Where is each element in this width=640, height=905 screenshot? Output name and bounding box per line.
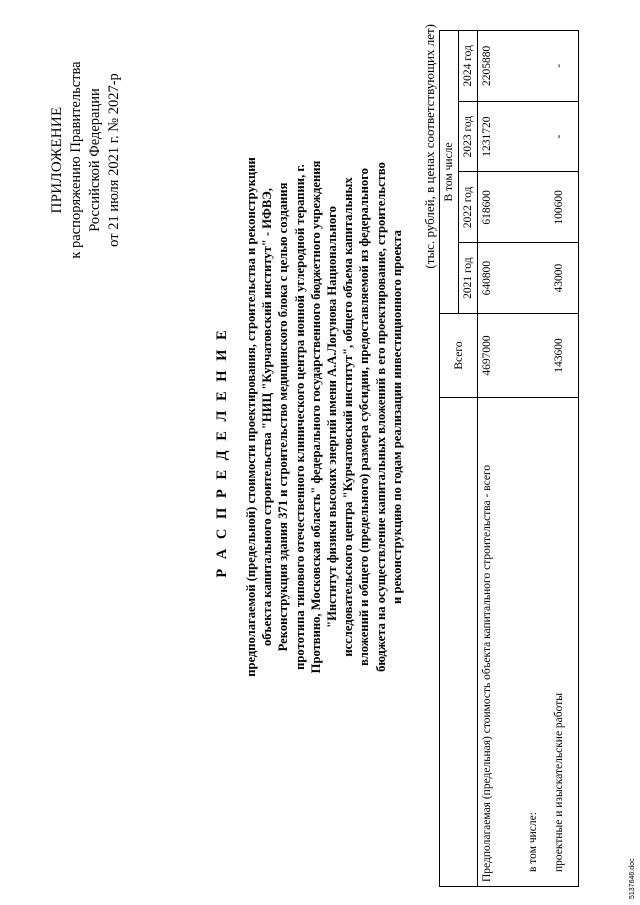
table-row	[550, 31, 579, 887]
row-total: 143600	[550, 314, 579, 398]
appendix-block	[48, 30, 124, 290]
row-2021	[524, 243, 550, 314]
row-2022: 618600	[478, 172, 525, 243]
header-year-2022: 2022 год	[459, 172, 478, 243]
units-note: (тыс. рублей, в ценах соответствующих лет)	[422, 24, 437, 269]
row-label: в том числе:	[524, 398, 550, 887]
row-2023	[524, 101, 550, 172]
appendix-line-2: Российской Федерации	[87, 88, 103, 232]
row-2024: 2205880	[478, 31, 525, 102]
row-total: 4697000	[478, 314, 525, 398]
document-heading: Р А С П Р Е Д Е Л Е Н И Е	[214, 327, 230, 578]
header-empty-cell	[440, 398, 478, 887]
header-year-2021: 2021 год	[459, 243, 478, 314]
row-label: проектные и изыскательские работы	[550, 398, 579, 887]
row-2024	[524, 31, 550, 102]
header-year-2023: 2023 год	[459, 101, 478, 172]
appendix-line-1: к распоряжению Правительства	[68, 61, 84, 259]
table-row	[524, 31, 550, 887]
header-year-2024: 2024 год	[459, 31, 478, 102]
row-2022	[524, 172, 550, 243]
row-label: Предполагаемая (предельная) стоимость объекта капитального строительства - всего	[478, 398, 525, 887]
row-2021: 640800	[478, 243, 525, 314]
table-header-row	[440, 31, 459, 887]
row-2023: -	[550, 101, 579, 172]
appendix-line-3: от 21 июля 2021 г. № 2027-р	[106, 73, 122, 247]
appendix-title: ПРИЛОЖЕНИЕ	[49, 106, 65, 214]
row-2024: -	[550, 31, 579, 102]
row-2021: 43000	[550, 243, 579, 314]
header-group: В том числе	[440, 31, 459, 314]
document-id: 5137646.doc	[629, 858, 636, 899]
row-total	[524, 314, 550, 398]
document-subtitle: предполагаемой (предельной) стоимости проектирования, строительства и реконструкции объекта капитального строительства "НИЦ "Курчатовский институт" - ИФВЭ, Реконструкция здания 371 и строительство медицинского блока с целью создания прототипа типового отечественного клинического центра ионной углеродной терапии, г. Протвино, Московская область" федерального государственного бюджетного учреждения "Институт физики высоких энергий имени А.А.Логунова Национального исследовательского центра "Курчатовский институт", общего объема капитальных вложений и общего (предельного) размера субсидии, предоставляемой из федерального бюджета на осуществление капитальных вложений в его проектирование, строительство и реконструкцию по годам реализации инвестиционного проекта	[244, 157, 404, 677]
header-total: Всего	[440, 314, 478, 398]
row-2022: 100600	[550, 172, 579, 243]
row-2023: 1231720	[478, 101, 525, 172]
distribution-table	[439, 30, 579, 887]
table-row	[478, 31, 525, 887]
